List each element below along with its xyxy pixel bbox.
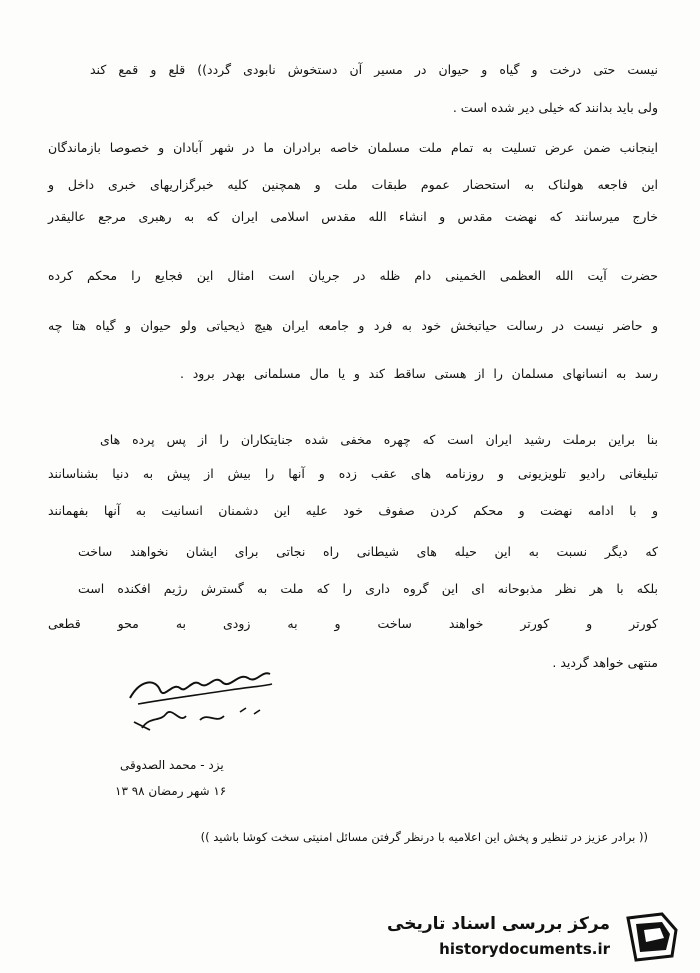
text-line-6: حضرت آیت الله العظمی الخمینی دام ظله در جریان است امثال این فجایع را محکم کرده	[48, 268, 658, 283]
text-line-2: ولی باید بدانند که خیلی دیر شده است .	[452, 100, 658, 115]
text-line-13: بلکه با هر نظر مذبوحانه ای این گروه داری را که ملت به گسترش رژیم افکنده است	[78, 581, 658, 596]
watermark-url: historydocuments.ir	[439, 940, 610, 958]
text-line-14: کورتر و کورتر خواهند ساخت و به زودی به محو قطعی	[48, 616, 658, 631]
text-line-11: و با ادامه نهضت و محکم کردن صفوف خود علیه این دشمنان انسانیت به آنها بفهمانند	[48, 503, 658, 518]
text-line-12: که دیگر نسبت به این حیله های شیطانی راه نجاتی برای ایشان نخواهند ساخت	[78, 544, 658, 559]
text-line-9: بنا براین برملت رشید ایران است که چهره مخفی شده جنایتکاران را از پس پرده های	[100, 432, 658, 447]
signature-name: یزد - محمد الصدوقی	[120, 758, 224, 772]
text-line-3: اینجانب ضمن عرض تسلیت به تمام ملت مسلمان خاصه برادران ما در شهر آبادان و خصوصا بازماندگان	[48, 140, 658, 155]
signature-date: ۱۶ شهر رمضان ۹۸ ۱۳	[115, 784, 227, 798]
text-line-7: و حاضر نیست در رسالت حیاتبخش خود به فرد و جامعه ایران هیچ ذیحیاتی ولو حیوان و گیاه هتا چه	[48, 318, 658, 333]
archive-logo-icon	[622, 910, 682, 964]
handwritten-signature	[120, 660, 280, 740]
watermark-title: مرکز بررسی اسناد تاریخی	[387, 914, 610, 934]
footer-note: (( برادر عزیز در تنظیر و پخش این اعلامیه با درنظر گرفتن مسائل امنیتی سخت کوشا باشید ))	[200, 830, 648, 844]
text-line-1: نیست حتی درخت و گیاه و حیوان در مسیر آن دستخوش نابودی گردد)) قلع و قمع کند	[90, 62, 658, 77]
text-line-5: خارج میرسانند که نهضت مقدس و انشاء الله مقدس اسلامی ایران که به رهبری مرجع عالیقدر	[48, 209, 658, 224]
text-line-15: منتهی خواهد گردید .	[552, 655, 658, 670]
text-line-4: این فاجعه هولناک به استحضار عموم طبقات ملت و همچنین کلیه خبرگزاریهای خبری داخل و	[48, 177, 658, 192]
text-line-8: رسد به انسانهای مسلمان را از هستی ساقط کند و یا مال مسلمانی بهدر برود .	[180, 366, 658, 381]
text-line-10: تبلیغاتی رادیو تلویزیونی و روزنامه های عقب زده و آنها را بیش از پیش به دنیا بشناسانند	[48, 466, 658, 481]
archive-watermark	[388, 906, 688, 964]
